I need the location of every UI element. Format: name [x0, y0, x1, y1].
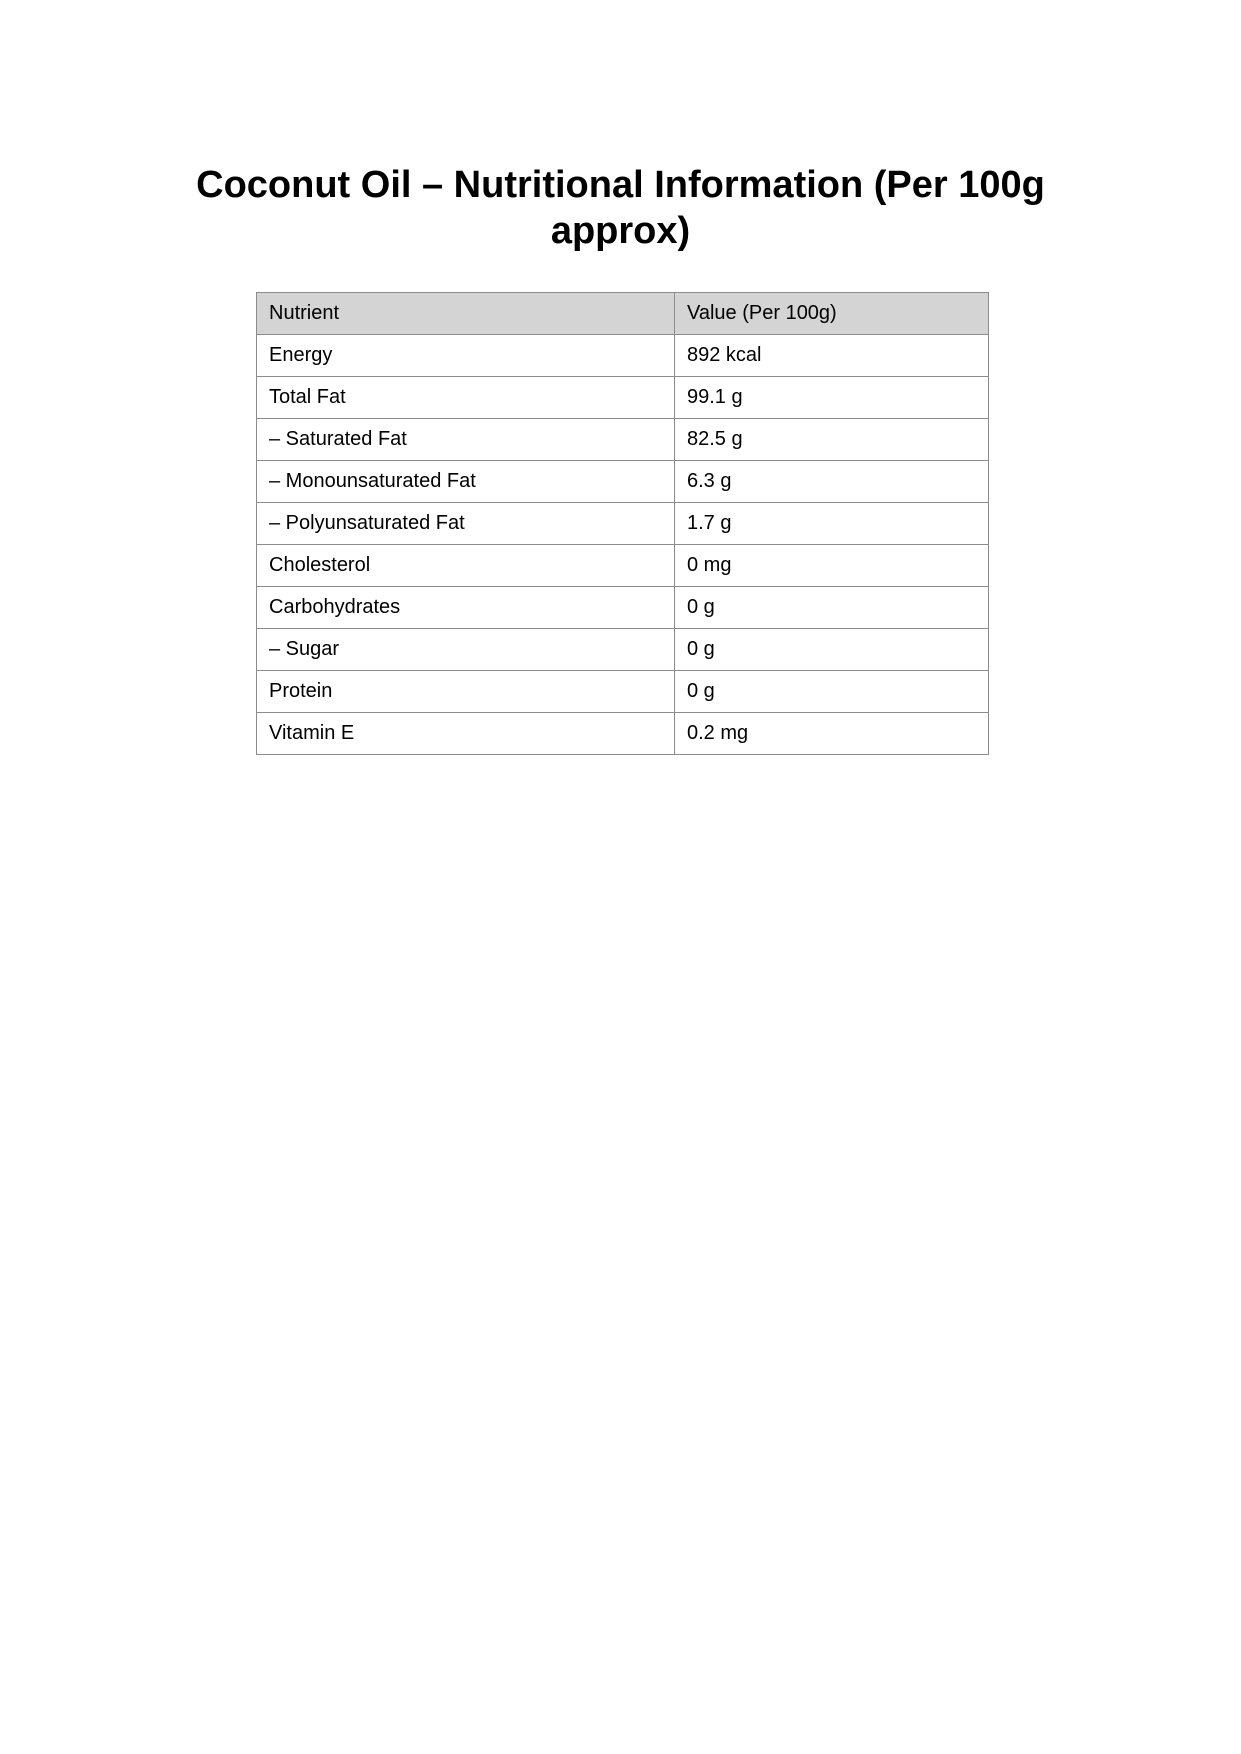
table-row [257, 377, 989, 419]
value-cell: 6.3 g [675, 461, 989, 503]
value-cell: 0 mg [675, 545, 989, 587]
nutrition-table [256, 292, 989, 755]
value-cell: 892 kcal [675, 335, 989, 377]
value-cell: 0.2 mg [675, 713, 989, 755]
nutrient-cell: Total Fat [257, 377, 675, 419]
value-cell: 82.5 g [675, 419, 989, 461]
nutrient-cell: Cholesterol [257, 545, 675, 587]
nutrient-cell: Protein [257, 671, 675, 713]
table-row [257, 419, 989, 461]
nutrient-cell: – Sugar [257, 629, 675, 671]
table-row [257, 713, 989, 755]
table-row [257, 587, 989, 629]
value-cell: 1.7 g [675, 503, 989, 545]
value-cell: 0 g [675, 587, 989, 629]
nutrient-cell: Vitamin E [257, 713, 675, 755]
nutrient-cell: – Saturated Fat [257, 419, 675, 461]
table-row [257, 335, 989, 377]
table-row [257, 461, 989, 503]
value-cell: 0 g [675, 671, 989, 713]
document-title: Coconut Oil – Nutritional Information (Per 100g approx) [196, 164, 1045, 252]
table-header-row [257, 293, 989, 335]
table-row [257, 545, 989, 587]
table-row [257, 503, 989, 545]
table-row [257, 671, 989, 713]
nutrient-cell: Energy [257, 335, 675, 377]
value-cell: 99.1 g [675, 377, 989, 419]
nutrient-cell: – Monounsaturated Fat [257, 461, 675, 503]
column-header-nutrient: Nutrient [257, 293, 675, 335]
value-cell: 0 g [675, 629, 989, 671]
column-header-value: Value (Per 100g) [675, 293, 989, 335]
nutrient-cell: Carbohydrates [257, 587, 675, 629]
table-row [257, 629, 989, 671]
nutrient-cell: – Polyunsaturated Fat [257, 503, 675, 545]
